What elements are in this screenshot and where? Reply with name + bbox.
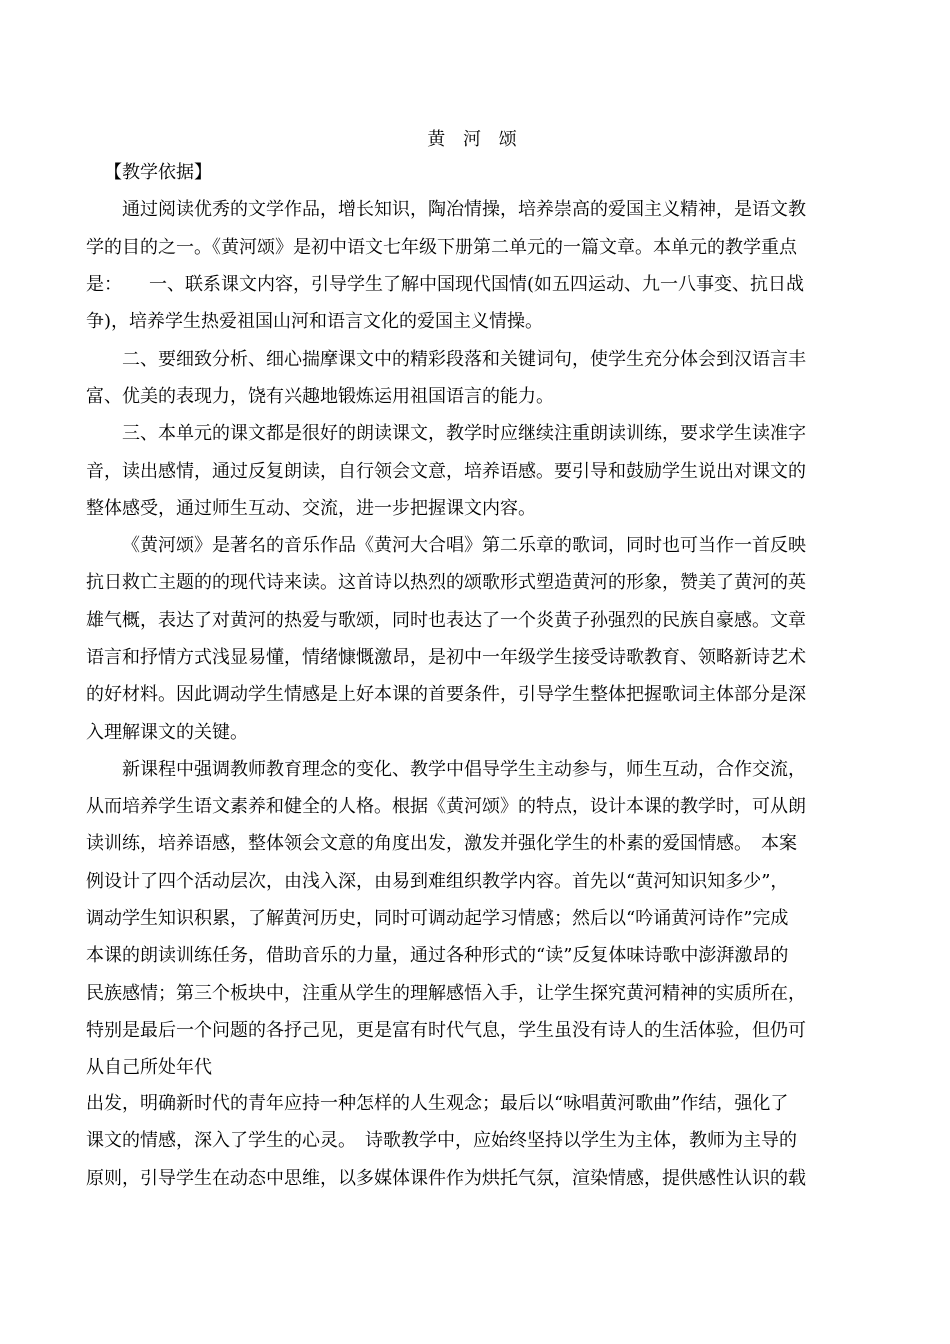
text-line: 特别是最后一个问题的各抒己见，更是富有时代气息，学生虽没有诗人的生活体验，但仍可 xyxy=(86,1020,806,1041)
text-line: 三、本单元的课文都是很好的朗读课文，教学时应继续注重朗读训练，要求学生读准字 xyxy=(122,423,806,444)
text-line: 出发，明确新时代的青年应持一种怎样的人生观念；最后以“咏唱黄河歌曲”作结，强化了 xyxy=(86,1093,789,1114)
text-line: 抗日救亡主题的的现代诗来读。这首诗以热烈的颂歌形式塑造黄河的形象，赞美了黄河的英 xyxy=(86,572,806,593)
text-line: 入理解课文的关键。 xyxy=(86,722,248,743)
text-line: 二、要细致分析、细心揣摩课文中的精彩段落和关键词句，使学生充分体会到汉语言丰 xyxy=(122,349,806,370)
text-line: 音，读出感情，通过反复朗读，自行领会文意，培养语感。要引导和鼓励学生说出对课文的 xyxy=(86,461,806,482)
text-line: 课文的情感，深入了学生的心灵。 诗歌教学中，应始终坚持以学生为主体，教师为主导的 xyxy=(86,1130,797,1151)
text-line: 《黄河颂》是著名的音乐作品《黄河大合唱》第二乐章的歌词，同时也可当作一首反映 xyxy=(122,535,806,556)
text-line: 新课程中强调教师教育理念的变化、教学中倡导学生主动参与，师生互动，合作交流， xyxy=(122,759,806,780)
text-line: 民族感情；第三个板块中，注重从学生的理解感悟入手，让学生探究黄河精神的实质所在， xyxy=(86,983,806,1004)
section-heading: 【教学依据】 xyxy=(104,162,212,183)
text-line: 本课的朗读训练任务，借助音乐的力量，通过各种形式的“读”反复体味诗歌中澎湃激昂的 xyxy=(86,945,789,966)
text-line: 语言和抒情方式浅显易懂，情绪慷慨激昂，是初中一年级学生接受诗歌教育、领略新诗艺术 xyxy=(86,647,806,668)
text-line: 是： 一、联系课文内容，引导学生了解中国现代国情(如五四运动、九一八事变、抗日战 xyxy=(86,274,805,295)
text-line: 调动学生知识积累，了解黄河历史，同时可调动起学习情感；然后以“吟诵黄河诗作”完成 xyxy=(86,908,789,929)
text-line: 雄气概，表达了对黄河的热爱与歌颂，同时也表达了一个炎黄子孙强烈的民族自豪感。文章 xyxy=(86,610,806,631)
text-line: 原则，引导学生在动态中思维，以多媒体课件作为烘托气氛，渲染情感，提供感性认识的载 xyxy=(86,1168,806,1189)
document-title: 黄 河 颂 xyxy=(427,129,523,150)
text-line: 的好材料。因此调动学生情感是上好本课的首要条件，引导学生整体把握歌词主体部分是深 xyxy=(86,684,806,705)
text-line: 争)，培养学生热爱祖国山河和语言文化的爱国主义情操。 xyxy=(86,311,544,332)
text-line: 从自己所处年代 xyxy=(86,1057,212,1078)
text-line: 通过阅读优秀的文学作品，增长知识，陶冶情操，培养崇高的爱国主义精神，是语文教 xyxy=(122,199,806,220)
text-line: 富、优美的表现力，饶有兴趣地锻炼运用祖国语言的能力。 xyxy=(86,386,554,407)
text-line: 学的目的之一。《黄河颂》是初中语文七年级下册第二单元的一篇文章。本单元的教学重点 xyxy=(86,237,797,258)
text-line: 读训练，培养语感，整体领会文意的角度出发，激发并强化学生的朴素的爱国情感。 本案 xyxy=(86,833,797,854)
text-line: 从而培养学生语文素养和健全的人格。根据《黄河颂》的特点，设计本课的教学时，可从朗 xyxy=(86,796,806,817)
text-line: 整体感受，通过师生互动、交流，进一步把握课文内容。 xyxy=(86,498,536,519)
text-line: 例设计了四个活动层次，由浅入深，由易到难组织教学内容。首先以“黄河知识知多少”， xyxy=(86,871,789,892)
